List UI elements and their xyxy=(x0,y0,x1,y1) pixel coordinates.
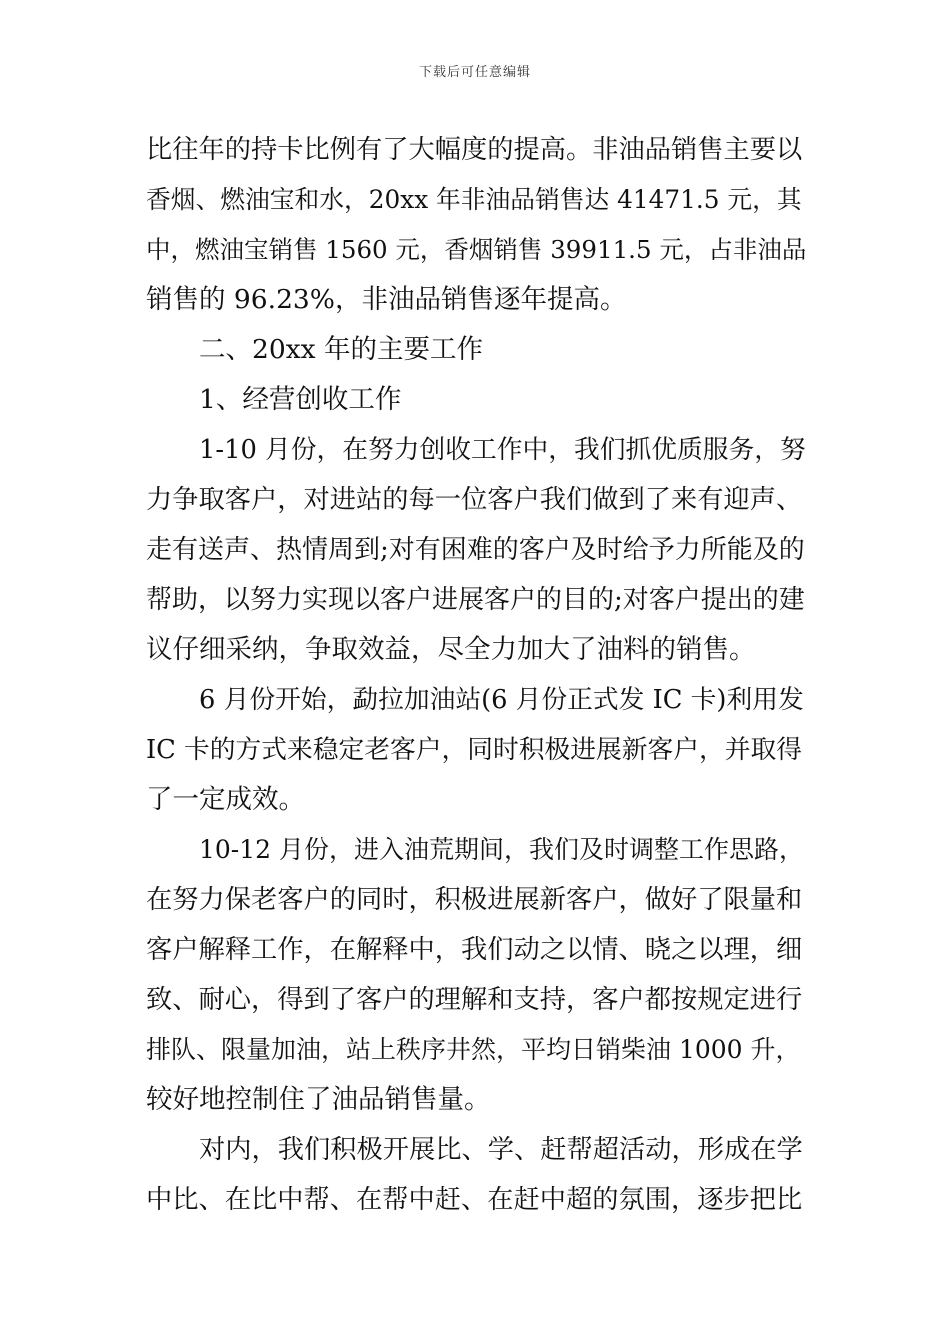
text-line: 议仔细采纳，争取效益，尽全力加大了油料的销售。 xyxy=(146,634,756,665)
text-line: 6 月份开始，勐拉加油站(6 月份正式发 IC 卡)利用发 xyxy=(199,685,804,715)
text-line: 二、20xx 年的主要工作 xyxy=(199,334,484,365)
text-line: 比往年的持卡比例有了大幅度的提高。非油品销售主要以 xyxy=(146,135,803,165)
text-line: 了一定成效。 xyxy=(146,784,305,815)
text-line: 香烟、燃油宝和水，20xx 年非油品销售达 41471.5 元，其 xyxy=(146,185,802,214)
text-line: IC 卡的方式来稳定老客户，同时积极进展新客户，并取得 xyxy=(146,735,803,765)
document-body xyxy=(146,125,806,1225)
text-line: 对内，我们积极开展比、学、赶帮超活动，形成在学 xyxy=(199,1135,803,1165)
text-line: 走有送声、热情周到;对有困难的客户及时给予力所能及的 xyxy=(146,535,805,565)
text-line: 较好地控制住了油品销售量。 xyxy=(146,1084,491,1115)
text-line: 帮助，以努力实现以客户进展客户的目的;对客户提出的建 xyxy=(146,585,805,615)
page-header: 下载后可任意编辑 xyxy=(418,65,531,80)
text-line: 客户解释工作，在解释中，我们动之以情、晓之以理，细 xyxy=(146,935,803,965)
text-line: 中，燃油宝销售 1560 元，香烟销售 39911.5 元，占非油品 xyxy=(146,235,807,264)
text-line: 中比、在比中帮、在帮中赶、在赶中超的氛围，逐步把比 xyxy=(146,1185,803,1215)
text-line: 在努力保老客户的同时，积极进展新客户，做好了限量和 xyxy=(146,885,803,915)
text-line: 10-12 月份，进入油荒期间，我们及时调整工作思路， xyxy=(199,835,805,864)
text-line: 销售的 96.23%，非油品销售逐年提高。 xyxy=(146,284,627,315)
text-line: 致、耐心，得到了客户的理解和支持，客户都按规定进行 xyxy=(146,985,803,1015)
text-line: 1、经营创收工作 xyxy=(199,384,402,415)
text-line: 力争取客户，对进站的每一位客户我们做到了来有迎声、 xyxy=(146,485,803,515)
text-line: 1-10 月份，在努力创收工作中，我们抓优质服务，努 xyxy=(199,435,806,465)
text-line: 排队、限量加油，站上秩序井然，平均日销柴油 1000 升， xyxy=(146,1035,801,1064)
